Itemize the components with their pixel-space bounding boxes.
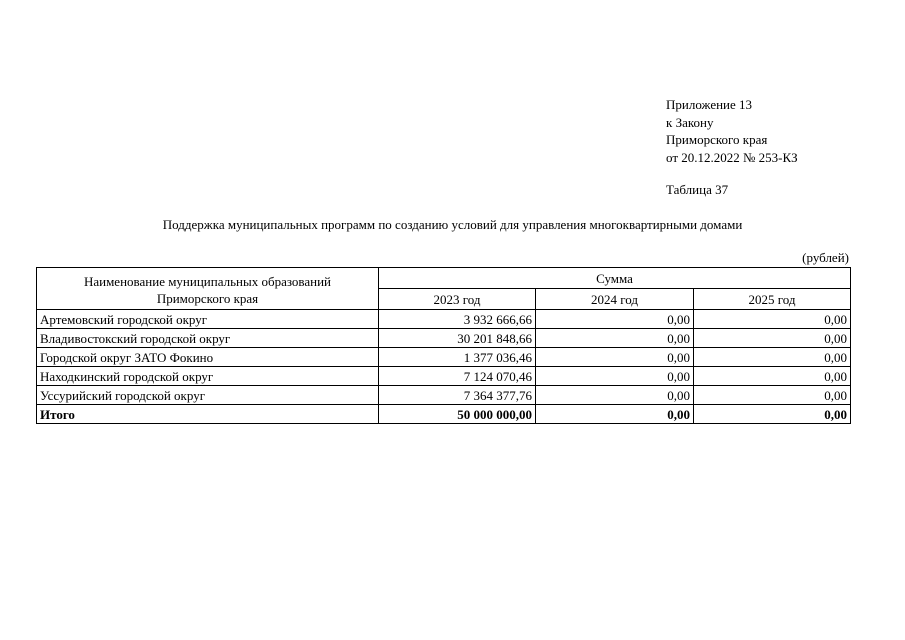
table-number: Таблица 37 [666, 182, 729, 197]
appendix-block [666, 96, 798, 166]
table-row [37, 348, 851, 367]
amount-2023: 7 364 377,76 [379, 386, 536, 405]
document-title: Поддержка муниципальных программ по созданию условий для управления многоквартирными домами [162, 217, 743, 232]
total-2025: 0,00 [694, 405, 851, 424]
municipality-name: Владивостокский городской округ [37, 329, 379, 348]
year-header-2024: 2024 год [536, 289, 694, 310]
amount-2023: 3 932 666,66 [379, 310, 536, 329]
amount-2023: 7 124 070,46 [379, 367, 536, 386]
amount-2023: 1 377 036,46 [379, 348, 536, 367]
year-header-2025: 2025 год [694, 289, 851, 310]
amount-2025: 0,00 [694, 329, 851, 348]
municipality-header-line-1: Наименование муниципальных образований [83, 273, 332, 289]
municipality-name: Уссурийский городской округ [37, 386, 379, 405]
municipality-header-line-2: Приморского края [156, 290, 259, 306]
table-row [37, 367, 851, 386]
table-row [37, 310, 851, 329]
municipality-column-header [37, 268, 379, 310]
amount-2025: 0,00 [694, 310, 851, 329]
municipality-name: Находкинский городской округ [37, 367, 379, 386]
table-row [37, 329, 851, 348]
sum-column-header: Сумма [379, 268, 851, 289]
amount-2025: 0,00 [694, 367, 851, 386]
table-row [37, 386, 851, 405]
amount-2024: 0,00 [536, 348, 694, 367]
amount-2025: 0,00 [694, 348, 851, 367]
currency-unit: (рублей) [802, 250, 849, 265]
appendix-law-date: от 20.12.2022 № 253-КЗ [666, 149, 798, 165]
header-row [37, 268, 851, 289]
amount-2023: 30 201 848,66 [379, 329, 536, 348]
amount-2024: 0,00 [536, 367, 694, 386]
amount-2024: 0,00 [536, 310, 694, 329]
total-2023: 50 000 000,00 [379, 405, 536, 424]
appendix-region: Приморского края [666, 132, 768, 147]
total-row [37, 405, 851, 424]
total-label: Итого [37, 405, 379, 424]
year-header-2023: 2023 год [379, 289, 536, 310]
municipality-name: Городской округ ЗАТО Фокино [37, 348, 379, 367]
amount-2024: 0,00 [536, 329, 694, 348]
municipality-name: Артемовский городской округ [37, 310, 379, 329]
appendix-number: Приложение 13 [666, 97, 753, 112]
total-2024: 0,00 [536, 405, 694, 424]
amount-2025: 0,00 [694, 386, 851, 405]
budget-table [36, 267, 851, 424]
appendix-law-ref: к Закону [666, 114, 714, 130]
amount-2024: 0,00 [536, 386, 694, 405]
